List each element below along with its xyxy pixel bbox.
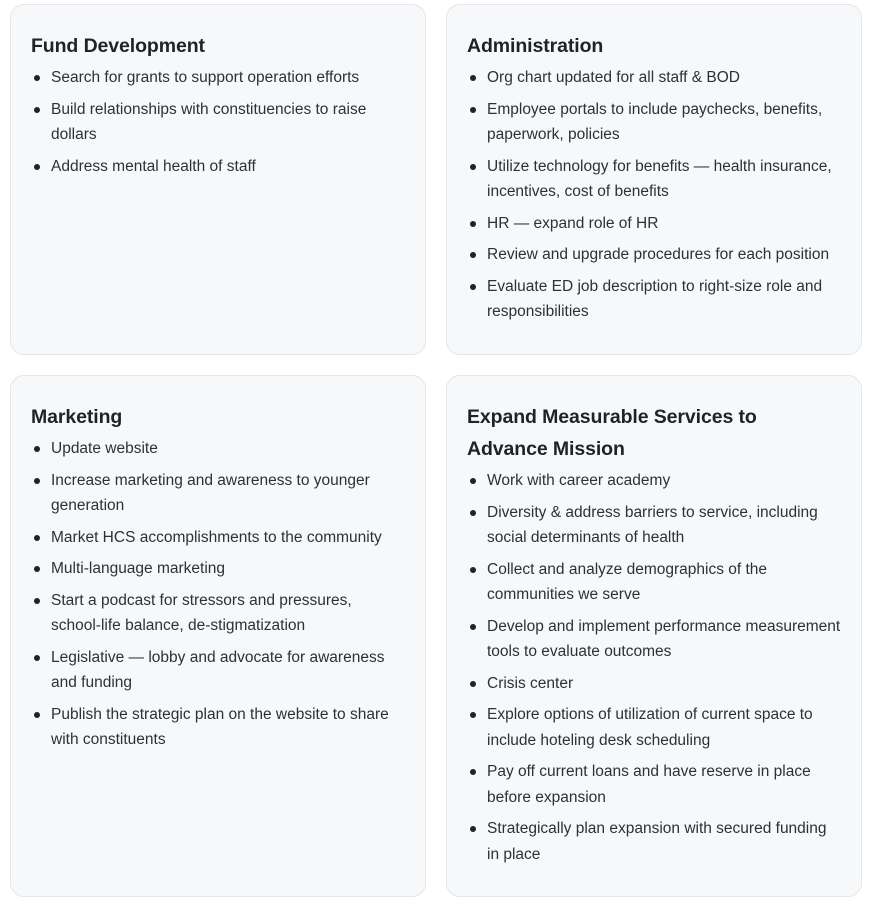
list-item: Legislative — lobby and advocate for awareness and funding bbox=[31, 645, 405, 696]
card-list bbox=[467, 65, 841, 325]
list-item: Collect and analyze demographics of the communities we serve bbox=[467, 557, 841, 608]
list-item: Employee portals to include paychecks, benefits, paperwork, policies bbox=[467, 97, 841, 148]
list-item: Multi-language marketing bbox=[31, 556, 405, 582]
card-marketing bbox=[10, 375, 426, 897]
list-item: Start a podcast for stressors and pressures, school-life balance, de-stigmatization bbox=[31, 588, 405, 639]
card-list bbox=[31, 436, 405, 753]
list-item: Increase marketing and awareness to younger generation bbox=[31, 468, 405, 519]
list-item: Develop and implement performance measurement tools to evaluate outcomes bbox=[467, 614, 841, 665]
list-item: Build relationships with constituencies to raise dollars bbox=[31, 97, 405, 148]
list-item: Work with career academy bbox=[467, 468, 841, 494]
list-item: Market HCS accomplishments to the community bbox=[31, 525, 405, 551]
list-item: Org chart updated for all staff & BOD bbox=[467, 65, 841, 91]
list-item: Review and upgrade procedures for each position bbox=[467, 242, 841, 268]
card-list bbox=[31, 65, 405, 179]
list-item: Address mental health of staff bbox=[31, 154, 405, 180]
card-expand-services bbox=[446, 375, 862, 897]
list-item: Update website bbox=[31, 436, 405, 462]
list-item: Utilize technology for benefits — health insurance, incentives, cost of benefits bbox=[467, 154, 841, 205]
card-title: Fund Development bbox=[31, 35, 205, 57]
card-title: Expand Measurable Services to Advance Mission bbox=[467, 406, 757, 460]
card-list bbox=[467, 468, 841, 867]
list-item: Evaluate ED job description to right-size role and responsibilities bbox=[467, 274, 841, 325]
list-item: Publish the strategic plan on the website to share with constituents bbox=[31, 702, 405, 753]
card-administration bbox=[446, 4, 862, 355]
list-item: Explore options of utilization of current space to include hoteling desk scheduling bbox=[467, 702, 841, 753]
list-item: Search for grants to support operation efforts bbox=[31, 65, 405, 91]
card-title: Marketing bbox=[31, 406, 123, 428]
list-item: Diversity & address barriers to service, including social determinants of health bbox=[467, 500, 841, 551]
list-item: Crisis center bbox=[467, 671, 841, 697]
list-item: HR — expand role of HR bbox=[467, 211, 841, 237]
card-title: Administration bbox=[467, 35, 604, 57]
card-fund-development bbox=[10, 4, 426, 355]
list-item: Strategically plan expansion with secured funding in place bbox=[467, 816, 841, 867]
list-item: Pay off current loans and have reserve in place before expansion bbox=[467, 759, 841, 810]
